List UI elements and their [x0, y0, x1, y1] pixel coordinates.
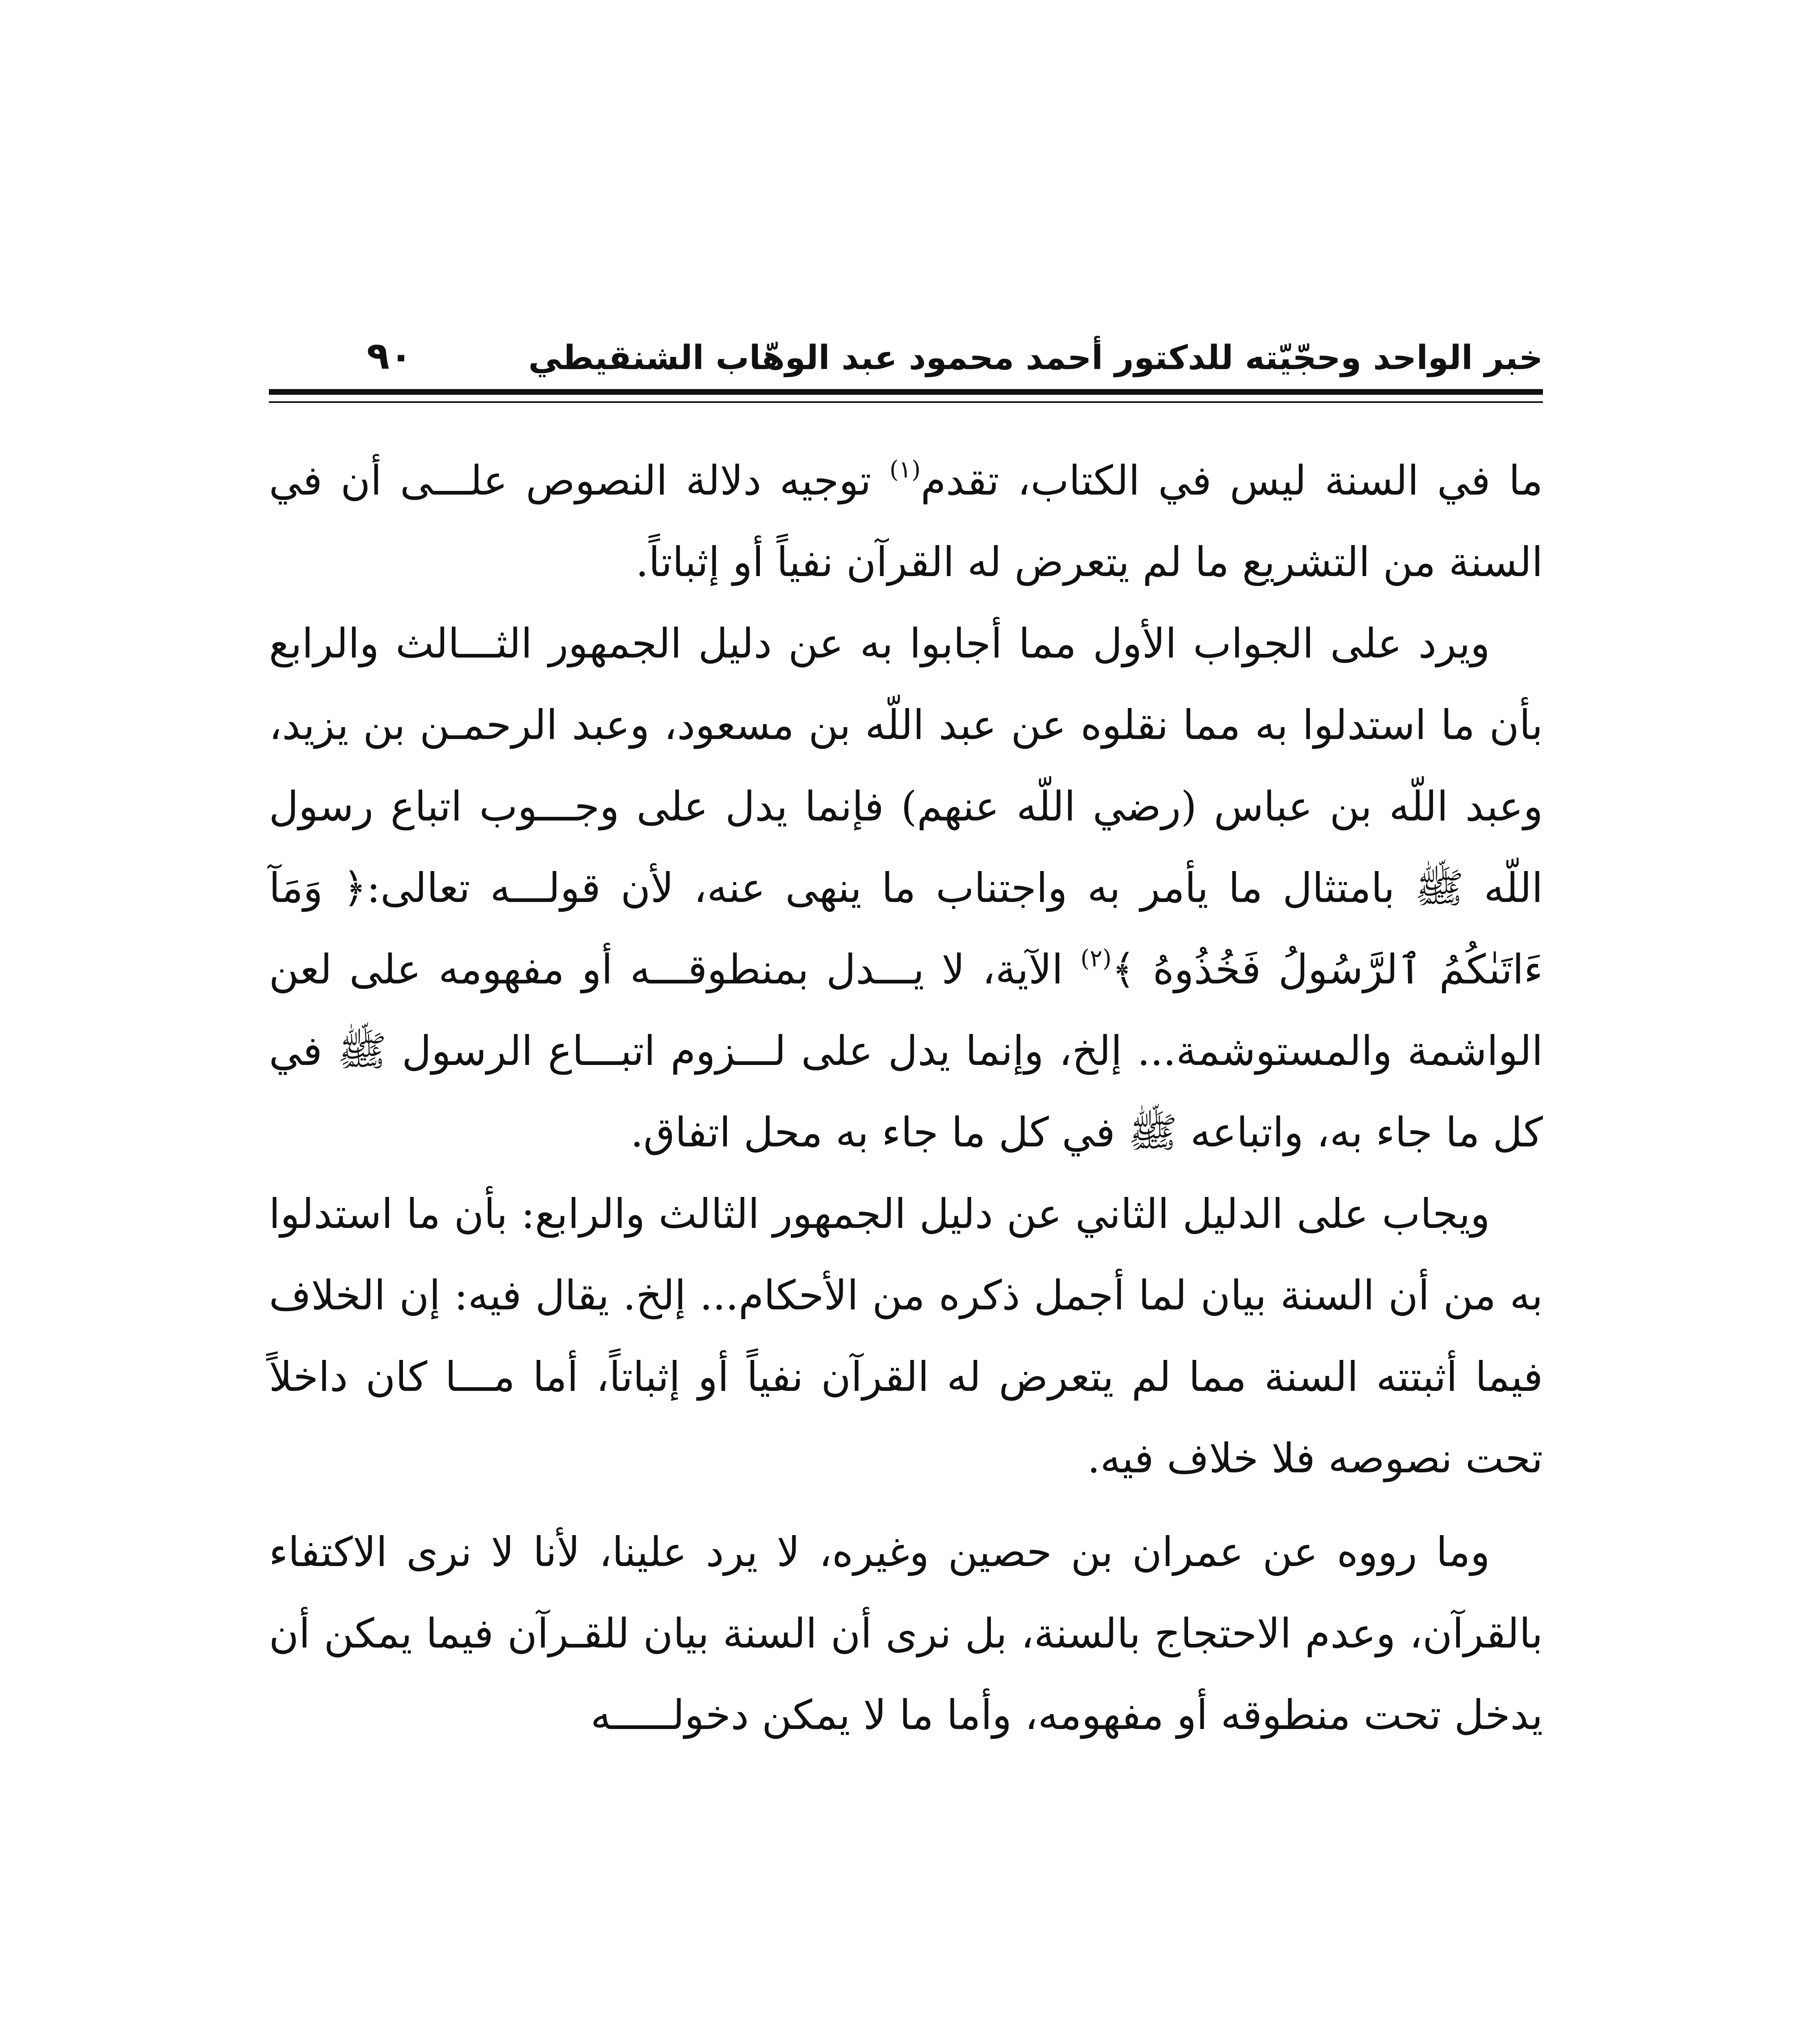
paragraph-3: ويجاب على الدليل الثاني عن دليل الجمهور الثالث والرابع: بأن ما استدلوا به من أن السنة بيان لما أجمل ذكره من الأحكام... إلخ. يقال فيه: إن الخلاف فيما أثبتته السنة مما لم يتعرض له القرآن نفياً أو إثباتاً، أما مـــا كان داخلاً تحت نصوصه فلا خلاف فيه.: [269, 1190, 1543, 1482]
footnote-ref-2: (٢): [1080, 944, 1112, 972]
paragraph-1-text-b: توجيه دلالة النصوص علـــى أن في السنة من التشريع ما لم يتعرض له القرآن نفياً أو إثباتاً.: [269, 457, 1543, 586]
running-header: [269, 322, 1543, 378]
paragraph-4: وما رووه عن عمران بن حصين وغيره، لا يرد علينا، لأنا لا نرى الاكتفاء بالقرآن، وعدم الاحتجاج بالسنة، بل نرى أن السنة بيان للقـرآن فيما يمكن أن يدخل تحت منطوقه أو مفهومه، وأما ما لا يمكن دخولـــــه: [269, 1528, 1543, 1739]
body-text: [269, 440, 1543, 1756]
footnote-ref-1: (١): [889, 455, 921, 483]
header-rule: [269, 389, 1543, 395]
paragraph-2: [269, 603, 1543, 1173]
header-title: خبر الواحد وحجّيّته للدكتور أحمد محمود عبد الوهّاب الشنقيطي: [528, 339, 1543, 377]
header-rule-thin: [269, 401, 1543, 403]
page-number: ٩٠: [367, 334, 413, 378]
paragraph-2-text-b: الآية، لا يـــدل بمنطوقـــه أو مفهومه على لعن الواشمة والمستوشمة... إلخ، وإنما يدل على لـــزوم اتبـــاع الرسول ﷺ في كل ما جاء به، واتباعه ﷺ في كل ما جاء به محل اتفاق.: [269, 946, 1543, 1156]
paragraph-2-text-a: ويرد على الجواب الأول مما أجابوا به عن دليل الجمهور الثـــالث والرابع بأن ما استدلوا به مما نقلوه عن عبد اللّه بن مسعود، وعبد الرحمـن بن يزيد، وعبد اللّه بن عباس (رضي اللّه عنهم) فإنما يدل على وجـــوب اتباع رسول اللّه ﷺ بامتثال ما يأمر به واجتناب ما ينهى عنه، لأن قولـــه تعالى:﴿ وَمَآ ءَاتَىٰكُمُ ٱلرَّسُولُ فَخُذُوهُ ﴾: [269, 620, 1543, 993]
paragraph-1-text-a: ما في السنة ليس في الكتاب، تقدم: [920, 457, 1543, 504]
paragraph-1: [269, 440, 1543, 603]
